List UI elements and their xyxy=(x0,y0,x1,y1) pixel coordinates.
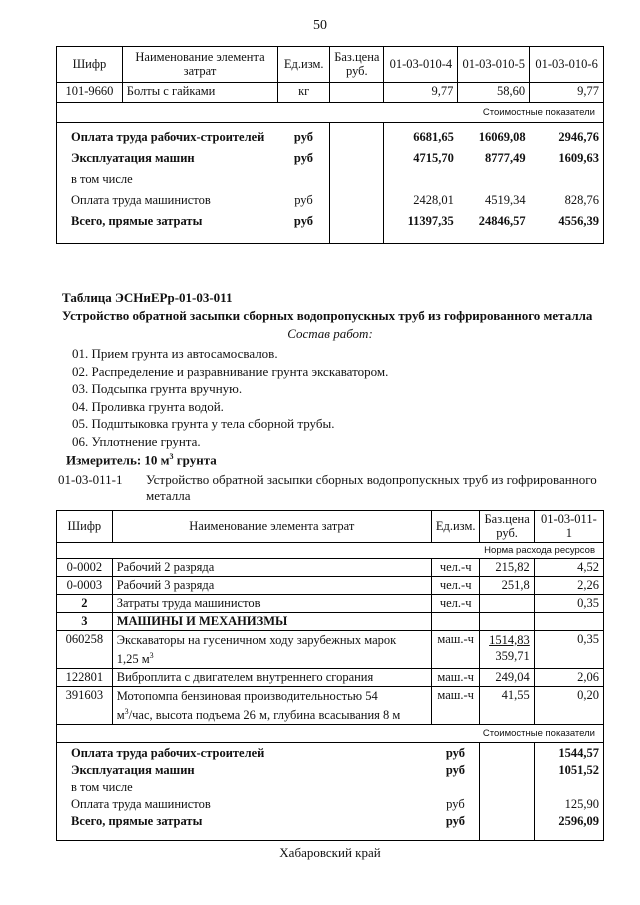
code-cell: 2 xyxy=(57,595,113,613)
cost-label-row xyxy=(57,725,604,743)
list-item: 02. Распределение и разравнивание грунта экскаватором. xyxy=(72,363,389,379)
code-cell: 101-9660 xyxy=(57,83,123,103)
unit-cell: чел.-ч xyxy=(431,577,480,595)
unit-cell: чел.-ч xyxy=(431,559,480,577)
summary-name: в том числе xyxy=(71,780,133,795)
summary-value: 1544,57 xyxy=(558,746,599,761)
summary-value: 24846,57 xyxy=(478,213,526,228)
cost-label: Стоимостные показатели xyxy=(57,725,604,743)
header-cell: Шифр xyxy=(57,511,113,543)
summary-name: Оплата труда машинистов xyxy=(71,192,211,207)
name-line xyxy=(117,648,427,667)
summary-value: 2428,01 xyxy=(413,192,454,207)
meter-label xyxy=(66,452,217,468)
summary-row xyxy=(57,796,604,813)
list-item: 05. Подштыковка грунта у тела сборной трубы. xyxy=(72,416,335,432)
summary-row xyxy=(57,762,604,779)
table-row xyxy=(57,577,604,595)
table-row xyxy=(57,613,604,631)
price-value: 359,71 xyxy=(495,649,530,663)
norm-label: Норма расхода ресурсов xyxy=(57,543,604,559)
page-number: 50 xyxy=(313,18,327,33)
summary-value: 11397,35 xyxy=(407,213,454,228)
header-cell: 01-03-010-6 xyxy=(530,47,604,83)
code-cell: 0-0003 xyxy=(57,577,113,595)
header-cell: 01-03-011-1 xyxy=(534,511,603,543)
table-row xyxy=(57,559,604,577)
resource-table-2 xyxy=(56,510,604,841)
table-row xyxy=(57,595,604,613)
summary-name: Эксплуатация машин xyxy=(71,150,195,165)
name-line: Мотопомпа бензиновая производительностью 54 xyxy=(116,689,378,704)
summary-value: 8777,49 xyxy=(485,150,526,165)
value-cell: 9,77 xyxy=(384,83,458,103)
name-part: 1,25 м xyxy=(116,652,150,667)
summary-row xyxy=(57,779,604,796)
summary-unit: руб xyxy=(445,814,465,829)
unit-cell: маш.-ч xyxy=(431,687,480,725)
value-cell: 9,77 xyxy=(530,83,604,103)
header-cell: 01-03-010-5 xyxy=(458,47,530,83)
summary-name: Всего, прямые затраты xyxy=(71,814,203,829)
name-cell xyxy=(112,687,431,725)
table-row xyxy=(57,83,604,103)
header-cell: Шифр xyxy=(57,47,123,83)
table-row xyxy=(57,631,604,669)
summary-row xyxy=(57,813,604,830)
summary-name: Всего, прямые затраты xyxy=(71,213,203,228)
summary-value: 4715,70 xyxy=(413,150,454,165)
summary-value: 6681,65 xyxy=(413,129,454,144)
table-header xyxy=(57,47,604,83)
summary-value: 828,76 xyxy=(564,192,599,207)
table-row xyxy=(57,669,604,687)
list-item: 04. Проливка грунта водой. xyxy=(72,398,224,414)
header-cell: Баз.цена руб. xyxy=(330,47,384,83)
summary-unit: руб xyxy=(293,150,314,165)
name-cell: МАШИНЫ И МЕХАНИЗМЫ xyxy=(112,613,431,631)
summary-unit: руб xyxy=(445,763,465,778)
resource-table-1 xyxy=(56,46,604,244)
summary-row xyxy=(57,745,604,762)
header-cell: Ед.изм. xyxy=(431,511,480,543)
name-sup: 3 xyxy=(149,651,154,660)
code-cell: 391603 xyxy=(57,687,113,725)
summary-row xyxy=(57,150,604,167)
summary-value: 4556,39 xyxy=(558,213,599,228)
list-item: 06. Уплотнение грунта. xyxy=(72,433,201,449)
summary-row xyxy=(57,213,604,230)
value-cell: 4,52 xyxy=(534,559,603,577)
unit-cell: чел.-ч xyxy=(431,595,480,613)
value-cell: 2,06 xyxy=(534,669,603,687)
steps-list xyxy=(72,345,388,451)
item-text-line: металла xyxy=(146,488,191,503)
cost-label-row xyxy=(57,103,604,123)
summary-unit: руб xyxy=(445,746,465,761)
summary-name: Оплата труда рабочих-строителей xyxy=(71,129,265,144)
value-cell: 0,35 xyxy=(534,595,603,613)
item-code: 01-03-011-1 xyxy=(58,472,123,487)
price-value: 1514,83 xyxy=(489,633,530,647)
value-cell: 2,26 xyxy=(534,577,603,595)
summary-name: в том числе xyxy=(71,171,133,186)
summary-unit: руб xyxy=(294,192,313,207)
summary-row xyxy=(57,129,604,146)
summary-value: 4519,34 xyxy=(485,192,526,207)
summary-name: Оплата труда рабочих-строителей xyxy=(71,746,265,761)
item-text xyxy=(146,472,597,504)
code-cell: 0-0002 xyxy=(57,559,113,577)
header-cell: 01-03-010-4 xyxy=(384,47,458,83)
summary-unit: руб xyxy=(446,797,465,812)
value-cell: 0,20 xyxy=(534,687,603,725)
summary-value: 1609,63 xyxy=(558,150,599,165)
name-cell xyxy=(112,631,431,669)
value-cell: 58,60 xyxy=(458,83,530,103)
list-item: 03. Подсыпка грунта вручную. xyxy=(72,381,243,397)
name-sup: 3 xyxy=(124,707,129,717)
name-line xyxy=(117,704,427,723)
cost-label: Стоимостные показатели xyxy=(57,103,604,123)
name-cell: Затраты труда машинистов xyxy=(112,595,431,613)
item-text-line: Устройство обратной засыпки сборных водопропускных труб из гофрированного xyxy=(146,472,597,487)
name-cell: Болты с гайками xyxy=(122,83,277,103)
code-cell: 060258 xyxy=(57,631,113,669)
table-row xyxy=(57,687,604,725)
summary-value: 2946,76 xyxy=(558,129,599,144)
price-cell: 41,55 xyxy=(480,687,534,725)
code-cell: 3 xyxy=(57,613,113,631)
summary-value: 1051,52 xyxy=(558,763,599,778)
name-line: Экскаваторы на гусеничном ходу зарубежных марок xyxy=(116,633,397,647)
price-cell xyxy=(330,83,384,103)
meter-text: Измеритель: 10 м xyxy=(66,452,170,468)
price-cell xyxy=(480,595,534,613)
summary-name: Эксплуатация машин xyxy=(71,763,195,778)
name-part: /час, высота подъема 26 м, глубина всасывания 8 м xyxy=(128,708,401,723)
unit-cell: кг xyxy=(278,83,330,103)
header-cell: Ед.изм. xyxy=(278,47,330,83)
composition-title: Состав работ: xyxy=(287,326,373,341)
name-cell: Виброплита с двигателем внутреннего сгорания xyxy=(112,669,431,687)
code-cell: 122801 xyxy=(57,669,113,687)
summary-row xyxy=(57,192,604,209)
summary-unit: руб xyxy=(293,213,314,228)
unit-cell: маш.-ч xyxy=(431,669,480,687)
name-cell: Рабочий 3 разряда xyxy=(112,577,431,595)
summary-value: 2596,09 xyxy=(558,814,599,829)
price-cell xyxy=(480,631,534,669)
norm-label-row xyxy=(57,543,604,559)
summary-row xyxy=(57,171,604,188)
price-cell: 251,8 xyxy=(480,577,534,595)
name-cell: Рабочий 2 разряда xyxy=(112,559,431,577)
table-title: Таблица ЭСНиЕРр-01-03-011 xyxy=(62,290,233,305)
meter-sup: 3 xyxy=(169,452,174,461)
price-cell: 249,04 xyxy=(480,669,534,687)
header-cell: Наименование элемента затрат xyxy=(122,47,277,83)
section-heading: Устройство обратной засыпки сборных водопропускных труб из гофрированного металла xyxy=(62,308,593,323)
summary-unit: руб xyxy=(293,129,314,144)
header-cell: Наименование элемента затрат xyxy=(112,511,431,543)
summary-value: 16069,08 xyxy=(478,129,526,144)
footer-region: Хабаровский край xyxy=(279,845,381,860)
meter-tail: грунта xyxy=(173,452,217,468)
unit-cell: маш.-ч xyxy=(431,631,480,669)
summary-value: 125,90 xyxy=(564,797,599,812)
header-cell: Баз.цена руб. xyxy=(480,511,534,543)
summary-name: Оплата труда машинистов xyxy=(71,797,211,812)
table-header xyxy=(57,511,604,543)
value-cell: 0,35 xyxy=(534,631,603,669)
list-item: 01. Прием грунта из автосамосвалов. xyxy=(72,346,278,361)
name-part: м xyxy=(116,708,125,723)
price-cell: 215,82 xyxy=(480,559,534,577)
